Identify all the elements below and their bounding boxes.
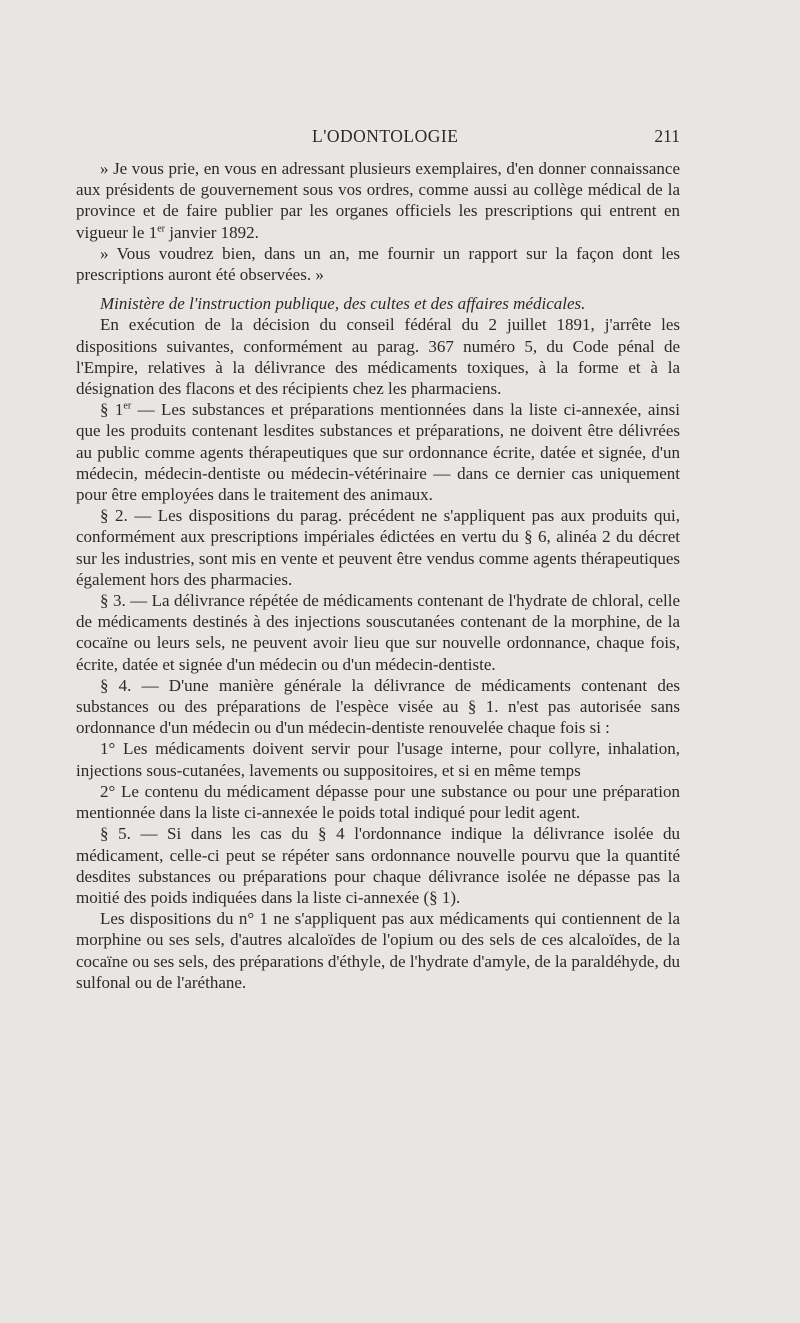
- superscript: er: [157, 222, 165, 234]
- section-number: § 1: [100, 400, 124, 420]
- ministry-heading: Ministère de l'instruction publique, des cultes et des affaires médicales.: [100, 294, 586, 314]
- page-header: [76, 126, 680, 158]
- page-number: 211: [654, 126, 680, 146]
- paragraph-text: » Je vous prie, en vous en adressant plusieurs exemplaires, d'en donner connaissance aux présidents de gouvernement sous vos ordres, comme aussi au collège médical de la province et de faire publier par les organes officiels les prescriptions qui entrent en vigueur le 1: [76, 159, 680, 242]
- paragraph-section-4: § 4. — D'une manière générale la délivrance de médicaments contenant des substances ou des préparations de l'espèce visée au § 1. n'est pas autorisée sans ordonnance d'un médecin ou d'un médecin-dentiste renouvelée chaque fois si :: [76, 675, 680, 738]
- superscript: er: [123, 400, 132, 412]
- paragraph-text: janvier 1892.: [164, 222, 259, 242]
- paragraph-section-5: § 5. — Si dans les cas du § 4 l'ordonnance indique la délivrance isolée du médicament, celle-ci peut se répéter sans ordonnance nouvelle pourvu que la quantité desdites substances ou préparations pour chaque délivrance isolée ne dépasse pas la moitié des poids indiquées dans la liste ci-annexée (§ 1).: [76, 824, 680, 907]
- paragraph-item-2: 2° Le contenu du médicament dépasse pour une substance ou pour une préparation mentionnée dans la liste ci-annexée le poids total indiqué pour ledit agent.: [76, 781, 680, 823]
- paragraph-exceptions: Les dispositions du n° 1 ne s'appliquent pas aux médicaments qui contiennent de la morphine ou ses sels, d'autres alcaloïdes de l'opium ou des sels de ces alcaloïdes, de la cocaïne ou ses sels, des préparations d'éthyle, de l'hydrate d'amyle, de la paraldéhyde, du sulfonal ou de l'aréthane.: [76, 909, 680, 992]
- page-text: [76, 126, 680, 993]
- paragraph-section-2: § 2. — Les dispositions du parag. précédent ne s'appliquent pas aux produits qui, conformément aux prescriptions impériales édictées en vertu du § 6, alinéa 2 du décret sur les industries, sont mis en vente et peuvent être vendus comme agents thérapeutiques également hors des pharmacies.: [76, 506, 680, 589]
- paragraph-item-1: 1° Les médicaments doivent servir pour l'usage interne, pour collyre, inhalation, injections sous-cutanées, lavements ou suppositoires, et si en même temps: [76, 739, 680, 780]
- paragraph-decision: En exécution de la décision du conseil fédéral du 2 juillet 1891, j'arrête les dispositions suivantes, conformément au parag. 367 numéro 5, du Code pénal de l'Empire, relatives à la délivrance des médicaments toxiques, à la forme et à la désignation des flacons et des récipients chez les pharmaciens.: [76, 315, 680, 399]
- paragraph-text: — Les substances et préparations mentionnées dans la liste ci-annexée, ainsi que les produits contenant lesdites substances et préparations, ne doivent être délivrées au public comme agents thérapeutiques que sur ordonnance écrite, datée et signée, d'un médecin, médecin-dentiste ou médecin-vétérinaire — dans ce dernier cas uniquement pour être employées dans le traitement des animaux.: [76, 400, 680, 505]
- paragraph-letter-request: [76, 158, 680, 243]
- paragraph-report-request: » Vous voudrez bien, dans un an, me fournir un rapport sur la façon dont les prescriptions auront été observées. »: [76, 243, 680, 285]
- paragraph-section-1: [76, 399, 680, 505]
- paragraph-section-3: § 3. — La délivrance répétée de médicaments contenant de l'hydrate de chloral, celle de médicaments destinés à des injections souscutanées contenant de la morphine, de la cocaïne ou leurs sels, ne peuvent avoir lieu que sur nouvelle ordonnance, chaque fois, écrite, datée et signée d'un médecin ou d'un médecin-dentiste.: [76, 591, 680, 674]
- running-head: L'ODONTOLOGIE: [312, 126, 459, 146]
